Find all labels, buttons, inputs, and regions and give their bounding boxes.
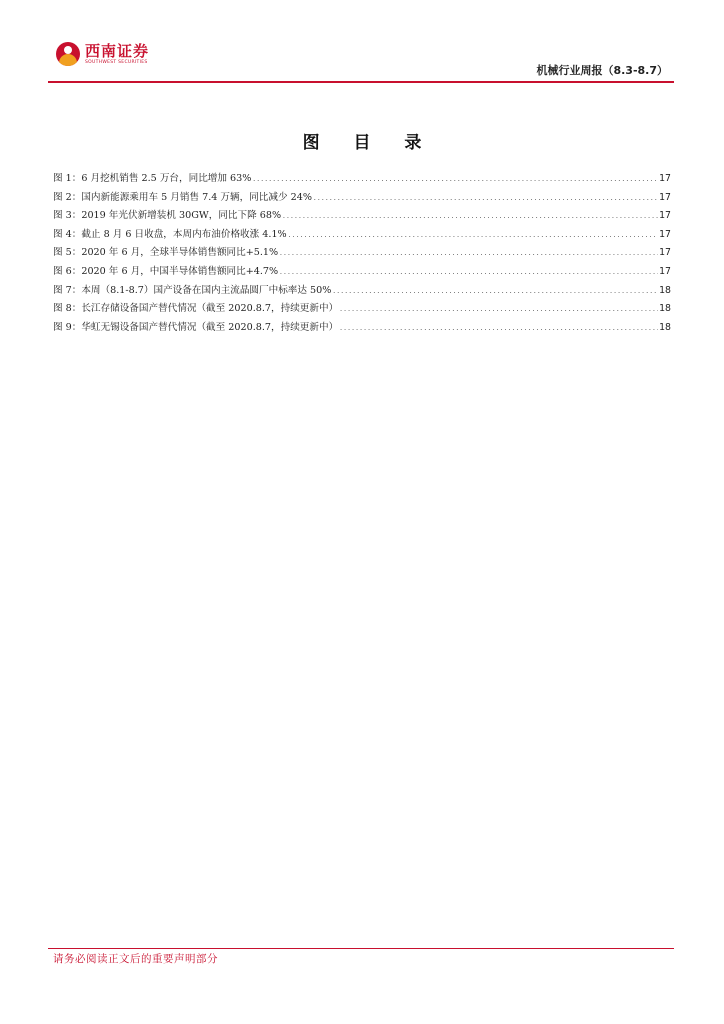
toc-entry-label: 图 3：2019 年光伏新增装机 30GW，同比下降 68% [53, 210, 282, 222]
toc-entry-page: 17 [659, 265, 671, 277]
report-title: 机械行业周报（8.3-8.7） [536, 64, 668, 77]
toc-entry[interactable] [53, 207, 671, 226]
toc-entry-page: 18 [659, 321, 671, 333]
toc-entry[interactable] [53, 244, 671, 263]
toc-entry-label: 图 2：国内新能源乘用车 5 月销售 7.4 万辆，同比减少 24% [53, 191, 312, 203]
toc-entry-label: 图 1：6 月挖机销售 2.5 万台，同比增加 63% [53, 173, 252, 184]
toc-leader-dots [279, 264, 658, 283]
toc-leader-dots [332, 283, 658, 302]
toc-entry-label: 图 6：2020 年 6 月，中国半导体销售额同比+4.7% [53, 265, 279, 277]
company-logo [56, 42, 149, 66]
toc-leader-dots [313, 190, 658, 209]
toc-leader-dots [252, 171, 658, 190]
toc-entry-label: 图 4：截止 8 月 6 日收盘，本周内布油价格收涨 4.1% [53, 228, 287, 240]
logo-emblem-icon [56, 42, 80, 66]
toc-entry[interactable] [53, 282, 671, 301]
toc-entry[interactable] [53, 170, 671, 189]
toc-entry[interactable] [53, 263, 671, 282]
toc-entry-page: 17 [659, 210, 671, 222]
toc-leader-dots [279, 245, 658, 264]
page-header [48, 40, 674, 84]
toc-leader-dots [282, 208, 658, 227]
toc-entry-label: 图 8：长江存储设备国产替代情况（截至 2020.8.7，持续更新中） [53, 303, 339, 315]
header-divider [48, 81, 674, 83]
toc-entry-page: 17 [659, 228, 671, 240]
logo-chinese-name: 西南证券 [85, 41, 150, 60]
toc-leader-dots [339, 320, 658, 339]
figure-toc-list [53, 170, 671, 337]
toc-entry-page: 17 [659, 173, 671, 184]
logo-wordmark [85, 43, 149, 66]
toc-entry[interactable] [53, 319, 671, 338]
toc-leader-dots [288, 227, 658, 246]
toc-entry-page: 18 [659, 284, 671, 296]
footer-divider [48, 948, 674, 949]
toc-leader-dots [339, 301, 658, 320]
toc-entry[interactable] [53, 189, 671, 208]
toc-entry[interactable] [53, 226, 671, 245]
toc-entry[interactable] [53, 300, 671, 319]
toc-entry-page: 17 [659, 247, 671, 259]
footer-disclaimer-note: 请务必阅读正文后的重要声明部分 [53, 953, 218, 965]
toc-entry-label: 图 5：2020 年 6 月，全球半导体销售额同比+5.1% [53, 247, 279, 259]
figure-toc-title: 图 目 录 [302, 133, 436, 153]
toc-entry-page: 18 [659, 303, 671, 315]
toc-entry-label: 图 7：本周（8.1-8.7）国产设备在国内主流晶圆厂中标率达 50% [53, 284, 332, 296]
logo-english-name: SOUTHWEST SECURITIES [85, 59, 148, 65]
toc-entry-page: 17 [659, 191, 671, 203]
toc-entry-label: 图 9：华虹无锡设备国产替代情况（截至 2020.8.7，持续更新中） [53, 321, 339, 333]
